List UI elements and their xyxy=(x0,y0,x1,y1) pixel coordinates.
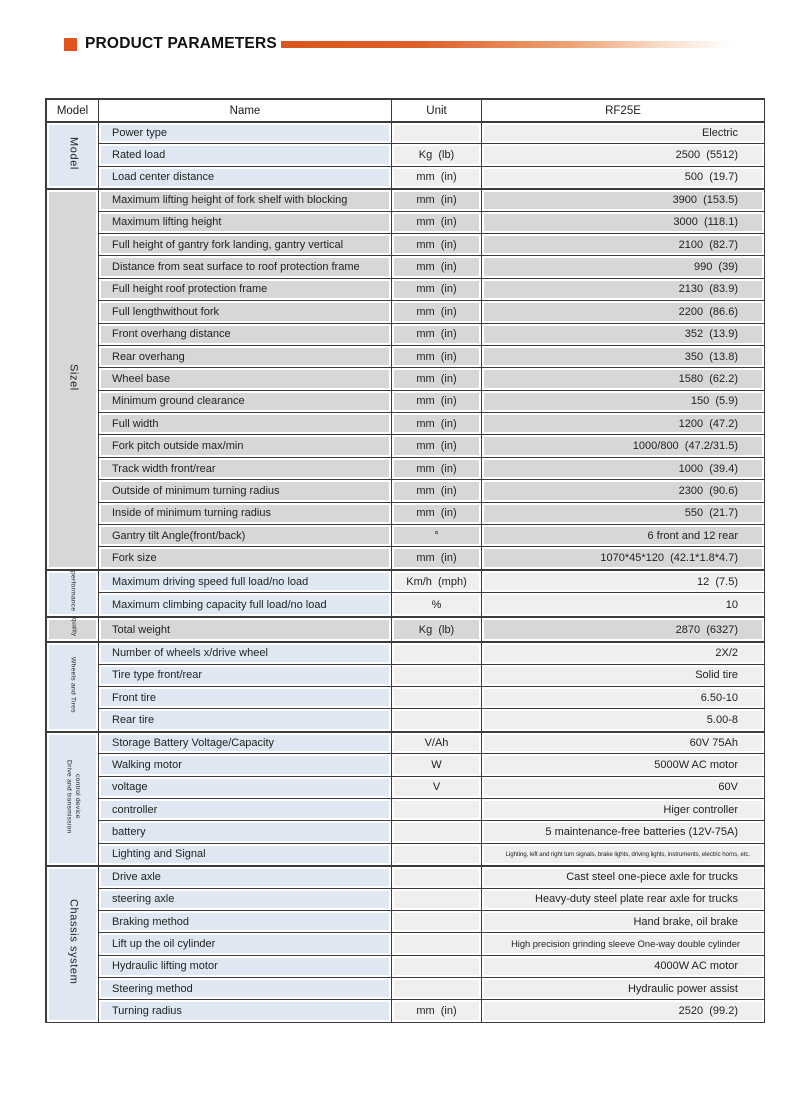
group-vertical-label xyxy=(66,137,80,170)
param-name-cell: Front tire xyxy=(99,687,392,709)
param-unit-cell xyxy=(392,821,482,843)
param-name-cell: Track width front/rear xyxy=(99,458,392,480)
param-unit-cell: mm (in) xyxy=(392,413,482,435)
param-unit-cell xyxy=(392,866,482,888)
param-value-cell: 6.50-10 xyxy=(482,687,765,709)
table-row xyxy=(47,911,765,933)
param-unit-cell: mm (in) xyxy=(392,256,482,278)
param-name-cell: Maximum lifting height xyxy=(99,212,392,234)
param-value-cell: 5 maintenance-free batteries (12V-75A) xyxy=(482,821,765,843)
param-name-cell: Tire type front/rear xyxy=(99,665,392,687)
param-value-cell: 4000W AC motor xyxy=(482,956,765,978)
param-unit-cell: mm (in) xyxy=(392,503,482,525)
param-value-cell: 2X/2 xyxy=(482,642,765,664)
group-label-line: quality xyxy=(70,618,77,637)
table-row xyxy=(47,593,765,617)
param-unit-cell: V/Ah xyxy=(392,732,482,754)
param-value-cell: 5000W AC motor xyxy=(482,754,765,776)
param-unit-cell: % xyxy=(392,593,482,617)
table-row xyxy=(47,122,765,144)
param-name-cell: Turning radius xyxy=(99,1000,392,1022)
param-unit-cell: mm (in) xyxy=(392,234,482,256)
param-name-cell: controller xyxy=(99,799,392,821)
group-label-cell xyxy=(47,122,99,189)
table-row xyxy=(47,1000,765,1022)
table-row xyxy=(47,933,765,955)
table-row xyxy=(47,732,765,754)
param-value-cell: 352 (13.9) xyxy=(482,324,765,346)
param-value-cell: 150 (5.9) xyxy=(482,391,765,413)
param-unit-cell: mm (in) xyxy=(392,167,482,189)
param-value-cell: 2100 (82.7) xyxy=(482,234,765,256)
table-row xyxy=(47,301,765,323)
param-unit-cell: Kg (lb) xyxy=(392,144,482,166)
param-unit-cell xyxy=(392,687,482,709)
param-unit-cell xyxy=(392,642,482,664)
group-label-cell xyxy=(47,570,99,617)
table-row xyxy=(47,435,765,457)
param-value-cell: 60V xyxy=(482,777,765,799)
param-name-cell: Fork size xyxy=(99,547,392,569)
param-value-cell: 1070*45*120 (42.1*1.8*4.7) xyxy=(482,547,765,569)
table-row xyxy=(47,754,765,776)
param-name-cell: Maximum climbing capacity full load/no load xyxy=(99,593,392,617)
param-value-cell: Higer controller xyxy=(482,799,765,821)
param-value-cell: 2500 (5512) xyxy=(482,144,765,166)
param-name-cell: Fork pitch outside max/min xyxy=(99,435,392,457)
param-name-cell: Maximum driving speed full load/no load xyxy=(99,570,392,594)
param-value-cell: 3900 (153.5) xyxy=(482,189,765,211)
param-name-cell: Rated load xyxy=(99,144,392,166)
param-name-cell: Distance from seat surface to roof protection frame xyxy=(99,256,392,278)
table-row xyxy=(47,234,765,256)
group-label-line: control device xyxy=(73,774,81,819)
param-name-cell: Front overhang distance xyxy=(99,324,392,346)
param-value-cell: Hand brake, oil brake xyxy=(482,911,765,933)
table-row xyxy=(47,709,765,731)
param-name-cell: Inside of minimum turning radius xyxy=(99,503,392,525)
param-name-cell: Full width xyxy=(99,413,392,435)
param-value-cell: 990 (39) xyxy=(482,256,765,278)
header-model-value: RF25E xyxy=(482,100,765,122)
param-unit-cell xyxy=(392,665,482,687)
param-name-cell: Braking method xyxy=(99,911,392,933)
param-value-cell: 60V 75Ah xyxy=(482,732,765,754)
table-row xyxy=(47,570,765,594)
group-vertical-label xyxy=(69,618,77,636)
bullet-square-icon xyxy=(64,38,77,51)
table-row xyxy=(47,547,765,569)
param-name-cell: Gantry tilt Angle(front/back) xyxy=(99,525,392,547)
param-unit-cell xyxy=(392,911,482,933)
param-unit-cell: mm (in) xyxy=(392,368,482,390)
table-row xyxy=(47,866,765,888)
param-unit-cell xyxy=(392,799,482,821)
param-name-cell: battery xyxy=(99,821,392,843)
group-label-line: performance xyxy=(69,570,77,612)
param-unit-cell xyxy=(392,844,482,866)
param-value-cell: Hydraulic power assist xyxy=(482,978,765,1000)
param-unit-cell xyxy=(392,889,482,911)
group-label-line: Chassis system xyxy=(67,899,80,985)
table-row xyxy=(47,799,765,821)
table-row xyxy=(47,167,765,189)
table-row xyxy=(47,212,765,234)
param-value-cell: Solid tire xyxy=(482,665,765,687)
param-value-cell: Cast steel one-piece axle for trucks xyxy=(482,866,765,888)
param-value-cell: Heavy-duty steel plate rear axle for trucks xyxy=(482,889,765,911)
param-value-cell: 1200 (47.2) xyxy=(482,413,765,435)
param-unit-cell: Kg (lb) xyxy=(392,617,482,642)
param-unit-cell xyxy=(392,709,482,731)
param-name-cell: Rear tire xyxy=(99,709,392,731)
group-label-line: Wheels and Tires xyxy=(69,656,77,713)
param-name-cell: Maximum lifting height of fork shelf with blocking xyxy=(99,189,392,211)
param-name-cell: Number of wheels x/drive wheel xyxy=(99,642,392,664)
group-label-line: Drive and transmission xyxy=(65,759,73,834)
table-row xyxy=(47,391,765,413)
param-unit-cell: mm (in) xyxy=(392,212,482,234)
group-vertical-label xyxy=(68,571,76,611)
param-unit-cell: W xyxy=(392,754,482,776)
param-unit-cell xyxy=(392,122,482,144)
table-row xyxy=(47,144,765,166)
table-row xyxy=(47,189,765,211)
param-value-cell: 12 (7.5) xyxy=(482,570,765,594)
param-value-cell: Lighting, left and right turn signals, brake lights, driving lights, instruments, electric horns, etc. xyxy=(482,844,765,866)
param-unit-cell: mm (in) xyxy=(392,547,482,569)
header-name: Name xyxy=(99,100,392,122)
param-unit-cell: mm (in) xyxy=(392,301,482,323)
table-row xyxy=(47,978,765,1000)
table-row xyxy=(47,256,765,278)
param-value-cell: 2300 (90.6) xyxy=(482,480,765,502)
param-value-cell: 10 xyxy=(482,593,765,617)
param-name-cell: Full lengthwithout fork xyxy=(99,301,392,323)
table-row xyxy=(47,821,765,843)
param-name-cell: Minimum ground clearance xyxy=(99,391,392,413)
param-name-cell: Walking motor xyxy=(99,754,392,776)
param-unit-cell: mm (in) xyxy=(392,189,482,211)
param-value-cell: 6 front and 12 rear xyxy=(482,525,765,547)
param-value-cell: 2130 (83.9) xyxy=(482,279,765,301)
table-row xyxy=(47,665,765,687)
param-value-cell: 550 (21.7) xyxy=(482,503,765,525)
param-unit-cell: mm (in) xyxy=(392,391,482,413)
parameters-table-wrapper xyxy=(45,98,800,1023)
param-value-cell: 2520 (99.2) xyxy=(482,1000,765,1022)
param-unit-cell: Km/h (mph) xyxy=(392,570,482,594)
param-name-cell: Wheel base xyxy=(99,368,392,390)
param-unit-cell: mm (in) xyxy=(392,480,482,502)
param-name-cell: Storage Battery Voltage/Capacity xyxy=(99,732,392,754)
param-value-cell: 5.00-8 xyxy=(482,709,765,731)
group-vertical-label xyxy=(68,657,76,713)
param-name-cell: Power type xyxy=(99,122,392,144)
accent-gradient-line xyxy=(281,41,744,48)
table-row xyxy=(47,480,765,502)
param-value-cell: 2870 (6327) xyxy=(482,617,765,642)
param-value-cell: 1580 (62.2) xyxy=(482,368,765,390)
group-label-cell xyxy=(47,617,99,642)
group-label-cell xyxy=(47,732,99,866)
page-title: PRODUCT PARAMETERS xyxy=(85,35,277,52)
param-unit-cell: V xyxy=(392,777,482,799)
param-unit-cell: mm (in) xyxy=(392,279,482,301)
param-unit-cell: mm (in) xyxy=(392,346,482,368)
param-name-cell: voltage xyxy=(99,777,392,799)
param-name-cell: Total weight xyxy=(99,617,392,642)
param-unit-cell: mm (in) xyxy=(392,324,482,346)
param-value-cell: High precision grinding sleeve One-way double cylinder xyxy=(482,933,765,955)
group-label-cell xyxy=(47,866,99,1023)
table-row xyxy=(47,368,765,390)
param-unit-cell xyxy=(392,933,482,955)
group-vertical-label xyxy=(64,760,81,834)
header-model: Model xyxy=(47,100,99,122)
param-unit-cell xyxy=(392,978,482,1000)
group-label-cell xyxy=(47,642,99,732)
param-name-cell: Rear overhang xyxy=(99,346,392,368)
param-value-cell: 2200 (86.6) xyxy=(482,301,765,323)
param-name-cell: steering axle xyxy=(99,889,392,911)
param-value-cell: 500 (19.7) xyxy=(482,167,765,189)
parameters-table xyxy=(45,98,765,1023)
param-unit-cell: mm (in) xyxy=(392,1000,482,1022)
table-row xyxy=(47,889,765,911)
param-name-cell: Drive axle xyxy=(99,866,392,888)
table-row xyxy=(47,503,765,525)
table-row xyxy=(47,617,765,642)
param-name-cell: Lift up the oil cylinder xyxy=(99,933,392,955)
param-name-cell: Full height roof protection frame xyxy=(99,279,392,301)
table-row xyxy=(47,956,765,978)
param-unit-cell: mm (in) xyxy=(392,458,482,480)
page-header xyxy=(64,35,744,53)
param-name-cell: Lighting and Signal xyxy=(99,844,392,866)
param-value-cell: 350 (13.8) xyxy=(482,346,765,368)
table-row xyxy=(47,777,765,799)
param-name-cell: Steering method xyxy=(99,978,392,1000)
group-vertical-label xyxy=(66,364,80,391)
header-row xyxy=(47,100,765,122)
param-unit-cell: ° xyxy=(392,525,482,547)
group-vertical-label xyxy=(66,899,80,984)
param-value-cell: 1000 (39.4) xyxy=(482,458,765,480)
param-name-cell: Hydraulic lifting motor xyxy=(99,956,392,978)
group-label-line: Sizel xyxy=(67,363,80,391)
table-row xyxy=(47,458,765,480)
group-label-cell xyxy=(47,189,99,570)
table-row xyxy=(47,687,765,709)
param-name-cell: Outside of minimum turning radius xyxy=(99,480,392,502)
table-row xyxy=(47,413,765,435)
param-name-cell: Full height of gantry fork landing, gantry vertical xyxy=(99,234,392,256)
param-name-cell: Load center distance xyxy=(99,167,392,189)
param-unit-cell xyxy=(392,956,482,978)
param-value-cell: 3000 (118.1) xyxy=(482,212,765,234)
header-unit: Unit xyxy=(392,100,482,122)
param-unit-cell: mm (in) xyxy=(392,435,482,457)
table-row xyxy=(47,279,765,301)
group-label-line: Model xyxy=(67,136,80,170)
param-value-cell: Electric xyxy=(482,122,765,144)
table-row xyxy=(47,324,765,346)
table-row xyxy=(47,525,765,547)
table-row xyxy=(47,844,765,866)
param-value-cell: 1000/800 (47.2/31.5) xyxy=(482,435,765,457)
table-row xyxy=(47,642,765,664)
table-row xyxy=(47,346,765,368)
